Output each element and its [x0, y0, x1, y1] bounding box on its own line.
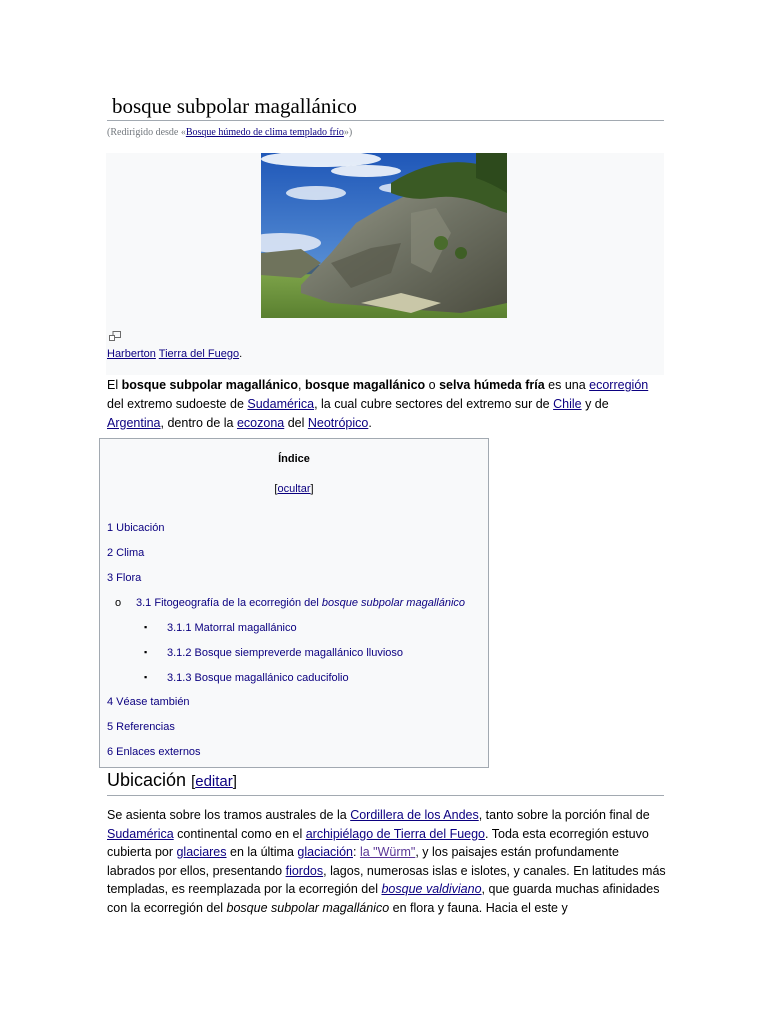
toc-hide-link[interactable]: ocultar — [277, 483, 311, 495]
magnify-icon-svg — [109, 331, 121, 341]
intro-text: , dentro de la — [160, 416, 237, 430]
toc-link[interactable] — [136, 597, 465, 609]
caption-end: . — [239, 348, 243, 360]
toc-item[interactable] — [100, 647, 403, 659]
caption-link-harberton[interactable]: Harberton — [107, 348, 156, 360]
body-text: , que guarda muchas afinidades con la ecorregión del — [107, 882, 660, 915]
toc-link[interactable]: 3.1.3 Bosque magallánico caducifolio — [167, 672, 349, 684]
toc-link[interactable]: 3.1.2 Bosque siempreverde magallánico lluvioso — [167, 647, 404, 659]
toc-item[interactable] — [100, 622, 297, 634]
toc-toggle — [100, 483, 488, 495]
toc-item[interactable] — [100, 672, 349, 684]
caption-link-tierra-del-fuego[interactable]: Tierra del Fuego — [158, 348, 240, 360]
landscape-photo-drawing — [261, 153, 507, 318]
link-chile[interactable]: Chile — [553, 397, 582, 411]
intro-text: El — [107, 378, 122, 392]
toc-item[interactable] — [100, 597, 488, 609]
toc-item[interactable] — [107, 572, 141, 584]
toc-bullet-square: ▪ — [144, 647, 148, 657]
link-glaciacion[interactable]: glaciación — [297, 845, 353, 859]
toc-toggle-bracket: [ — [274, 483, 278, 495]
thumbnail-box — [106, 153, 664, 375]
link-bosque-valdiviano[interactable]: bosque valdiviano — [381, 882, 482, 896]
link-ecorregion[interactable]: ecorregión — [589, 378, 649, 392]
magnify-icon[interactable] — [109, 328, 121, 338]
body-text: Se asienta sobre los tramos australes de la — [107, 808, 351, 822]
table-of-contents — [99, 438, 489, 768]
toc-link[interactable]: 3.1.1 Matorral magallánico — [167, 622, 297, 634]
toc-link[interactable]: 6 Enlaces externos — [107, 746, 201, 758]
redirect-note — [107, 127, 352, 138]
intro-text: es una — [544, 378, 590, 392]
toc-item[interactable] — [107, 721, 175, 733]
section-heading-ubicacion — [107, 767, 664, 796]
toc-link[interactable]: 2 Clima — [107, 547, 145, 559]
redirect-suffix: ») — [343, 127, 353, 138]
intro-bold-term: bosque magallánico — [304, 378, 426, 392]
page-title: bosque subpolar magallánico — [107, 92, 664, 121]
toc-bullet-square: ▪ — [144, 672, 148, 682]
link-neotropico[interactable]: Neotrópico — [307, 416, 369, 430]
intro-text: . — [368, 416, 372, 430]
link-ecozona[interactable]: ecozona — [236, 416, 285, 430]
body-text: en la última — [226, 845, 298, 859]
link-fiordos[interactable]: fiordos — [285, 863, 324, 878]
body-text: , y los paisajes están profundamente labrados por ellos, presentando — [107, 845, 619, 878]
body-text: . Toda esta ecorregión estuvo cubierta por — [107, 826, 649, 859]
redirect-prefix: (Redirigido desde « — [107, 127, 186, 138]
toc-link-text: 3.1 Fitogeografía de la ecorregión del — [136, 597, 322, 609]
edit-bracket: [ — [191, 773, 196, 790]
link-cordillera-andes[interactable]: Cordillera de los Andes — [350, 808, 479, 822]
toc-link[interactable]: 5 Referencias — [107, 721, 175, 733]
toc-bullet-square: ▪ — [144, 622, 148, 632]
link-sudamerica[interactable]: Sudamérica — [107, 826, 174, 841]
toc-item[interactable] — [107, 547, 144, 559]
intro-bold-term: selva húmeda fría — [439, 378, 545, 392]
body-text: en flora y fauna. Hacia el este y — [389, 900, 568, 915]
toc-bullet-circle: o — [115, 597, 122, 609]
toc-link[interactable]: 3 Flora — [107, 572, 142, 584]
intro-text: y de — [581, 397, 609, 411]
intro-text: o — [425, 378, 440, 392]
thumbnail-caption — [107, 348, 242, 360]
section-heading-text: Ubicación — [107, 770, 187, 790]
intro-text: , la cual cubre sectores del extremo sur de — [314, 397, 554, 411]
toc-link[interactable]: 1 Ubicación — [107, 522, 165, 534]
intro-bold-term: bosque subpolar magallánico — [121, 378, 299, 392]
edit-bracket: ] — [232, 773, 237, 790]
body-text: , lagos, numerosas islas e islotes, y canales. En latitudes más templadas, es reemplazada por la ecorregión del — [107, 863, 666, 896]
intro-text: del — [284, 416, 308, 430]
redirect-link[interactable]: Bosque húmedo de clima templado frío — [185, 127, 344, 138]
toc-item[interactable] — [107, 522, 164, 534]
link-glaciares[interactable]: glaciares — [176, 845, 227, 859]
link-archipielago[interactable]: archipiélago de Tierra del Fuego — [305, 826, 486, 841]
link-argentina[interactable]: Argentina — [107, 416, 161, 430]
intro-paragraph — [107, 376, 667, 433]
link-wurm[interactable]: la "Würm" — [359, 845, 416, 859]
toc-item[interactable] — [107, 696, 190, 708]
body-text: continental como en el — [173, 826, 306, 841]
body-text: , tanto sobre la porción final de — [478, 808, 650, 822]
link-sudamerica[interactable]: Sudamérica — [247, 397, 315, 411]
section-edit — [191, 773, 237, 790]
intro-text: del extremo sudoeste de — [107, 397, 248, 411]
toc-link-italic: bosque subpolar magallánico — [321, 597, 466, 609]
toc-toggle-bracket: ] — [310, 483, 314, 495]
landscape-photo[interactable] — [261, 153, 507, 318]
body-italic-term: bosque subpolar magallánico — [226, 900, 390, 915]
toc-title: Índice — [278, 453, 310, 465]
body-paragraph — [107, 806, 667, 917]
toc-item[interactable] — [107, 746, 201, 758]
edit-section-link[interactable]: editar — [195, 773, 233, 790]
intro-text: , — [298, 378, 305, 392]
toc-link[interactable]: 4 Véase también — [107, 696, 190, 708]
body-text: : — [352, 845, 360, 859]
